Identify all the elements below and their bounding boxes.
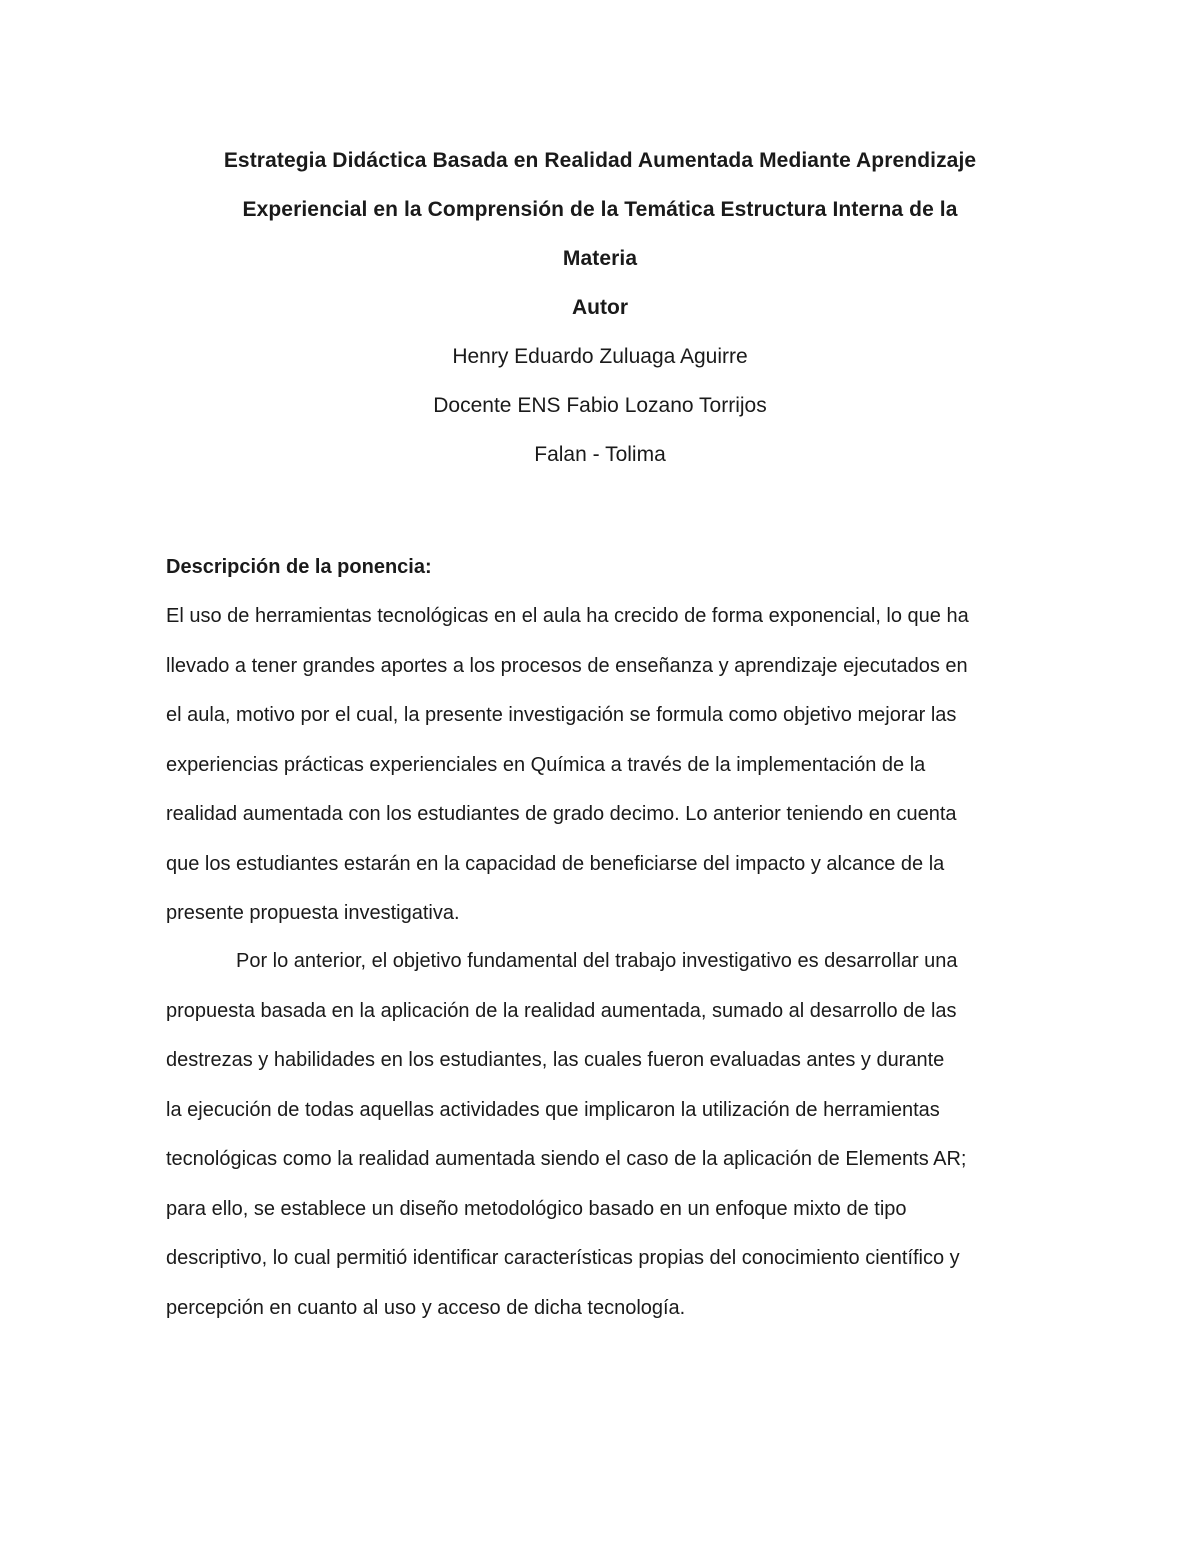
author-affiliation: Docente ENS Fabio Lozano Torrijos: [433, 394, 767, 417]
author-label: Autor: [572, 296, 628, 319]
paragraph-line: propuesta basada en la aplicación de la realidad aumentada, sumado al desarrollo de las: [166, 999, 957, 1022]
paragraph-line: realidad aumentada con los estudiantes de grado decimo. Lo anterior teniendo en cuenta: [166, 803, 957, 825]
title-block: [150, 136, 1050, 479]
author-location: Falan - Tolima: [534, 443, 666, 466]
paragraph-line: para ello, se establece un diseño metodológico basado en un enfoque mixto de tipo: [166, 1197, 907, 1220]
document-title-line-2: Experiencial en la Comprensión de la Temática Estructura Interna de la: [242, 198, 958, 221]
paragraph-line: la ejecución de todas aquellas actividades que implicaron la utilización de herramientas: [166, 1098, 940, 1121]
document-title-line-1: Estrategia Didáctica Basada en Realidad Aumentada Mediante Aprendizaje: [223, 149, 977, 172]
paragraph-line: experiencias prácticas experienciales en Química a través de la implementación de la: [166, 753, 926, 776]
section-heading: Descripción de la ponencia:: [166, 556, 432, 578]
paragraph-line: descriptivo, lo cual permitió identificar características propias del conocimiento científico y: [166, 1247, 960, 1269]
paragraph-line: que los estudiantes estarán en la capacidad de beneficiarse del impacto y alcance de la: [166, 852, 945, 875]
paragraph-line: Por lo anterior, el objetivo fundamental del trabajo investigativo es desarrollar una: [236, 950, 958, 972]
author-name: Henry Eduardo Zuluaga Aguirre: [452, 345, 748, 368]
paragraph-2: [166, 937, 1046, 1333]
paragraph-line: destrezas y habilidades en los estudiantes, las cuales fueron evaluadas antes y durante: [166, 1049, 945, 1071]
paragraph-line: percepción en cuanto al uso y acceso de dicha tecnología.: [166, 1296, 686, 1319]
document-title-line-3: Materia: [562, 247, 638, 270]
paragraph-line: presente propuesta investigativa.: [166, 902, 460, 924]
paragraph-1: [166, 592, 1046, 939]
paragraph-line: llevado a tener grandes aportes a los procesos de enseñanza y aprendizaje ejecutados en: [166, 654, 968, 677]
paragraph-line: tecnológicas como la realidad aumentada siendo el caso de la aplicación de Elements AR;: [166, 1148, 967, 1170]
paragraph-line: El uso de herramientas tecnológicas en el aula ha crecido de forma exponencial, lo que ha: [166, 605, 969, 627]
paragraph-line: el aula, motivo por el cual, la presente investigación se formula como objetivo mejorar las: [166, 704, 957, 726]
